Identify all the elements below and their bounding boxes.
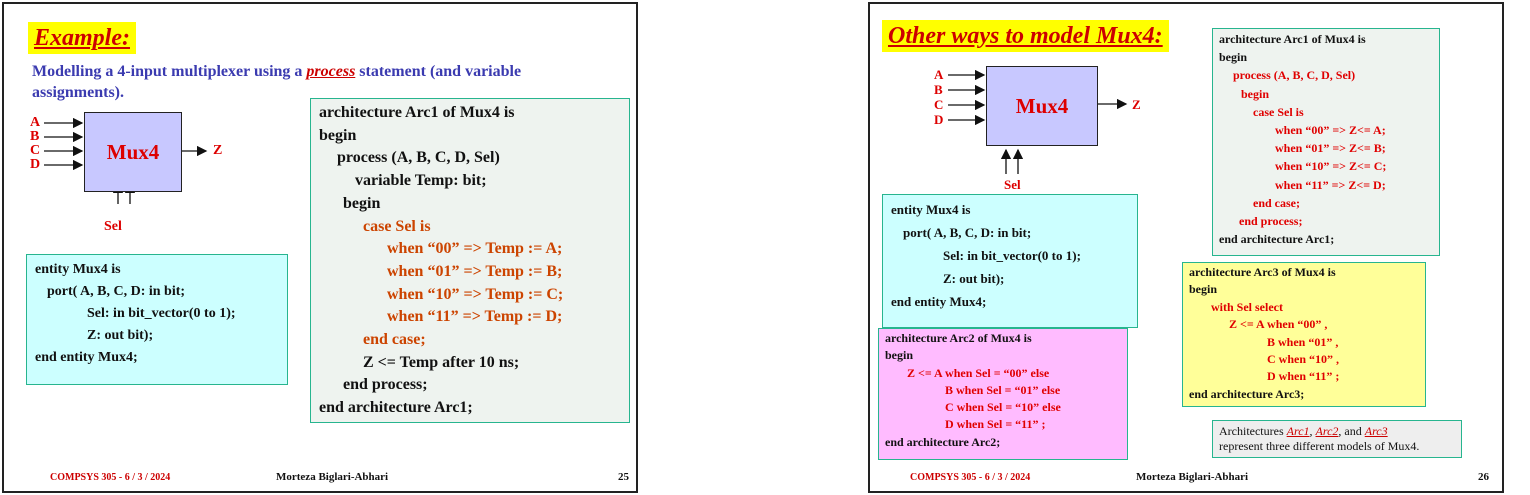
note-arc2: Arc2 (1315, 424, 1339, 438)
code-line: end entity Mux4; (891, 294, 987, 309)
code-line: variable Temp: bit; (355, 172, 487, 190)
code-line: when “11” => Temp := D; (387, 308, 563, 326)
input-label-d: D (30, 157, 41, 172)
code-line: case Sel is (363, 217, 431, 235)
code-line: B when Sel = “01” else (945, 382, 1061, 397)
code-line: port( A, B, C, D: in bit; (47, 284, 186, 299)
arc1-code-box (1212, 28, 1440, 256)
code-line: when “01” => Temp := B; (387, 262, 563, 280)
arc3-code-box (1182, 262, 1426, 407)
page-number: 25 (618, 471, 629, 483)
code-line: D when Sel = “11” ; (945, 417, 1046, 432)
code-line: when “00” => Z<= A; (1275, 123, 1386, 138)
mux4-block: Mux4 (986, 66, 1098, 146)
code-line: Z: out bit); (87, 328, 154, 343)
select-label: Sel (1004, 177, 1021, 192)
code-line: begin (343, 194, 381, 212)
code-line: architecture Arc3 of Mux4 is (1189, 265, 1336, 279)
note-line-2: represent three different models of Mux4. (1219, 439, 1420, 453)
footer-author: Morteza Biglari-Abhari (1136, 471, 1249, 483)
note-sep: , and (1338, 424, 1365, 438)
input-label-b: B (934, 82, 943, 97)
code-line: Z: out bit); (943, 271, 1005, 286)
code-line: Z <= A when “00” , (1229, 317, 1328, 332)
arc2-code-box (878, 328, 1128, 460)
code-line: begin (1189, 282, 1218, 297)
code-line: end architecture Arc1; (319, 399, 473, 417)
input-label-a: A (934, 67, 944, 82)
code-line: end architecture Arc3; (1189, 386, 1305, 401)
input-label-c: C (934, 97, 944, 112)
code-line: C when “10” , (1267, 352, 1340, 367)
code-line: when “01” => Z<= B; (1275, 141, 1386, 156)
subtitle-text: Modelling a 4-input multiplexer using a (32, 63, 307, 80)
slide-title: Other ways to model Mux4: (882, 20, 1169, 52)
slide-title: Example: (28, 22, 136, 54)
note-arc1: Arc1 (1286, 424, 1310, 438)
code-line: process (A, B, C, D, Sel) (337, 149, 500, 167)
slide-subtitle (32, 61, 622, 103)
page-number: 26 (1478, 471, 1489, 483)
code-line: case Sel is (1253, 104, 1304, 119)
note-arc3: Arc3 (1364, 424, 1388, 438)
note-text: Architectures (1219, 424, 1287, 438)
subtitle-emphasis: process (306, 63, 356, 80)
code-line: begin (319, 126, 357, 144)
code-line: end entity Mux4; (35, 350, 138, 365)
code-line: Z <= Temp after 10 ns; (363, 353, 520, 371)
code-line: B when “01” , (1267, 334, 1339, 349)
code-line: when “11” => Z<= D; (1275, 177, 1386, 192)
code-line: with Sel select (1211, 299, 1283, 314)
code-line: architecture Arc1 of Mux4 is (319, 104, 515, 121)
architecture-code-box (310, 98, 630, 423)
code-line: port( A, B, C, D: in bit; (903, 225, 1032, 240)
slide-26 (868, 2, 1504, 493)
code-line: Sel: in bit_vector(0 to 1); (87, 306, 236, 321)
code-line: end process; (343, 376, 428, 394)
input-label-c: C (30, 143, 41, 158)
code-line: when “00” => Temp := A; (387, 240, 563, 258)
footer-course: COMPSYS 305 - 6 / 3 / 2024 (910, 472, 1031, 483)
code-line: when “10” => Z<= C; (1275, 159, 1387, 174)
note-line-1 (1219, 424, 1455, 439)
output-label-z: Z (1132, 97, 1141, 112)
code-line: process (A, B, C, D, Sel) (1233, 68, 1356, 83)
mux4-block: Mux4 (84, 112, 182, 192)
code-line: begin (1241, 86, 1270, 101)
entity-code-box (882, 194, 1138, 328)
code-line: entity Mux4 is (35, 262, 121, 277)
footer-author: Morteza Biglari-Abhari (276, 471, 389, 483)
code-line: Sel: in bit_vector(0 to 1); (943, 248, 1081, 263)
code-line: C when Sel = “10” else (945, 400, 1061, 415)
code-line: when “10” => Temp := C; (387, 285, 564, 303)
input-label-b: B (30, 129, 40, 144)
output-label-z: Z (213, 143, 223, 158)
code-line: architecture Arc2 of Mux4 is (885, 331, 1032, 345)
code-line: end process; (1239, 214, 1303, 229)
slide-25 (2, 2, 638, 493)
subtitle-text-2: statement (and variable (355, 63, 522, 80)
code-line: end architecture Arc1; (1219, 232, 1335, 247)
select-label: Sel (104, 219, 122, 234)
code-line: end case; (363, 331, 426, 349)
note-box (1212, 420, 1462, 458)
code-line: end case; (1253, 195, 1300, 210)
note-sep: , (1309, 424, 1316, 438)
input-label-a: A (30, 115, 41, 130)
code-line: begin (885, 348, 914, 363)
code-line: D when “11” ; (1267, 369, 1340, 384)
code-line: begin (1219, 50, 1248, 65)
code-line: architecture Arc1 of Mux4 is (1219, 32, 1366, 46)
subtitle-text-3: assignments). (32, 84, 125, 101)
entity-code-box (26, 254, 288, 385)
code-line: entity Mux4 is (891, 202, 971, 217)
code-line: Z <= A when Sel = “00” else (907, 365, 1050, 380)
input-label-d: D (934, 112, 944, 127)
code-line: end architecture Arc2; (885, 434, 1001, 449)
footer-course: COMPSYS 305 - 6 / 3 / 2024 (50, 472, 171, 483)
